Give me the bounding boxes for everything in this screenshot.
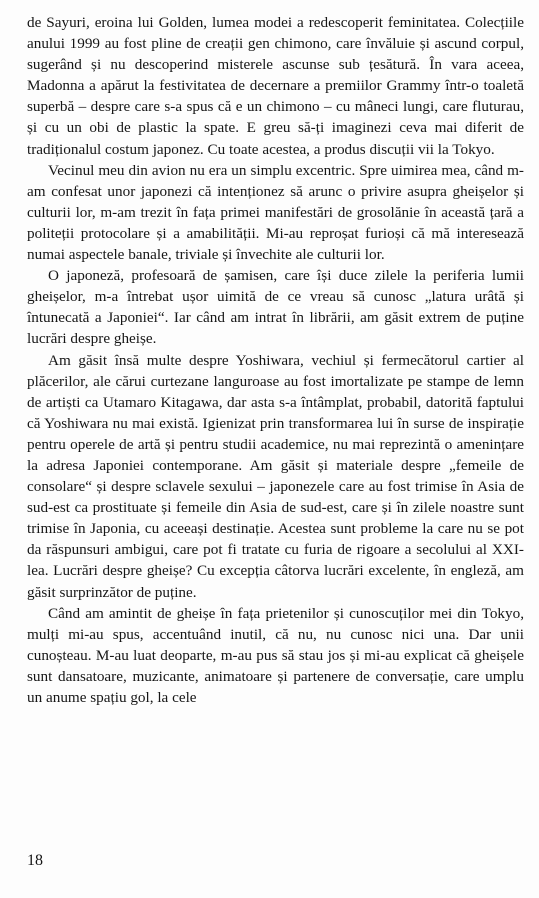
paragraph-1: de Sayuri, eroina lui Golden, lumea modei a redescoperit feminitatea. Colecțiile anului 1999 au fost pline de creații gen chimono, care învăluie și ascund corpul, sugerând și nu descoperind misterele ascunse sub țesătură. În vara aceea, Madonna a apărut la festivitatea de decernare a premiilor Grammy într-o toaletă superbă – despre care s-a spus că e un chimono – cu mâneci lungi, care fluturau, și cu un obi de plastic la spate. E greu să-ți imaginezi ceva mai diferit de tradiționalul costum japonez. Cu toate acestea, a produs discuții vii la Tokyo. — [27, 14, 524, 158]
paragraph-3: O japoneză, profesoară de șamisen, care își duce zilele la periferia lumii gheișelor, m-a întrebat ușor uimită de ce vreau să cunosc „latura urâtă și întunecată a Japoniei“. Iar când am intrat în librării, am găsit extrem de puține lucrări despre gheișe. — [27, 267, 524, 348]
body-text — [27, 12, 524, 708]
paragraph-5: Când am amintit de gheișe în fața prietenilor și cunoscuților mei din Tokyo, mulți mi-au spus, accentuând inutil, că nu, nu cunosc nici una. Dar unii cunoșteau. M-au luat deoparte, m-au pus să stau jos și mi-au explicat că gheișele sunt dansatoare, muzicante, animatoare și partenere de conversație, care umplu un anume spațiu gol, la cele — [27, 604, 524, 706]
page-number: 18 — [27, 852, 43, 869]
paragraph-2: Vecinul meu din avion nu era un simplu excentric. Spre uimirea mea, când m-am confesat unor japonezi că intenționez să arunc o privire asupra gheișelor și culturii lor, m-am trezit în fața primei manifestări de grosolănie în această țară a politeții protocolare și a amabilității. Mi-au reproșat furioși că mă interesează numai aspectele banale, triviale și învechite ale culturii lor. — [27, 161, 524, 264]
paragraph-4: Am găsit însă multe despre Yoshiwara, vechiul și fermecătorul cartier al plăcerilor, ale cărui curtezane languroase au fost imortalizate pe stampe de lemn de artiști ca Utamaro Kitagawa, dar asta s-a întâmplat, probabil, datorită faptului că Yoshiwara nu mai există. Igienizat prin transformarea lui în surse de inspirație pentru operele de artă și pentru studii academice, nu mai reprezintă o amenințare la adresa Japoniei contemporane. Am găsit și materiale despre „femeile de consolare“ și despre sclavele sexului – japonezele care au fost trimise în Asia de sud-est ca prostituate și femeile din Asia de sud-est, care și în zilele noastre sunt trimise în Japonia, cu aceeași destinație. Acestea sunt probleme la care nu se pot da răspunsuri ambigui, care pot fi tratate cu furia de rigoare a secolului al XXI-lea. Lucrări despre gheișe? Cu excepția câtorva lucrări excelente, în engleză, am găsit surprinzător de puține. — [27, 351, 524, 601]
